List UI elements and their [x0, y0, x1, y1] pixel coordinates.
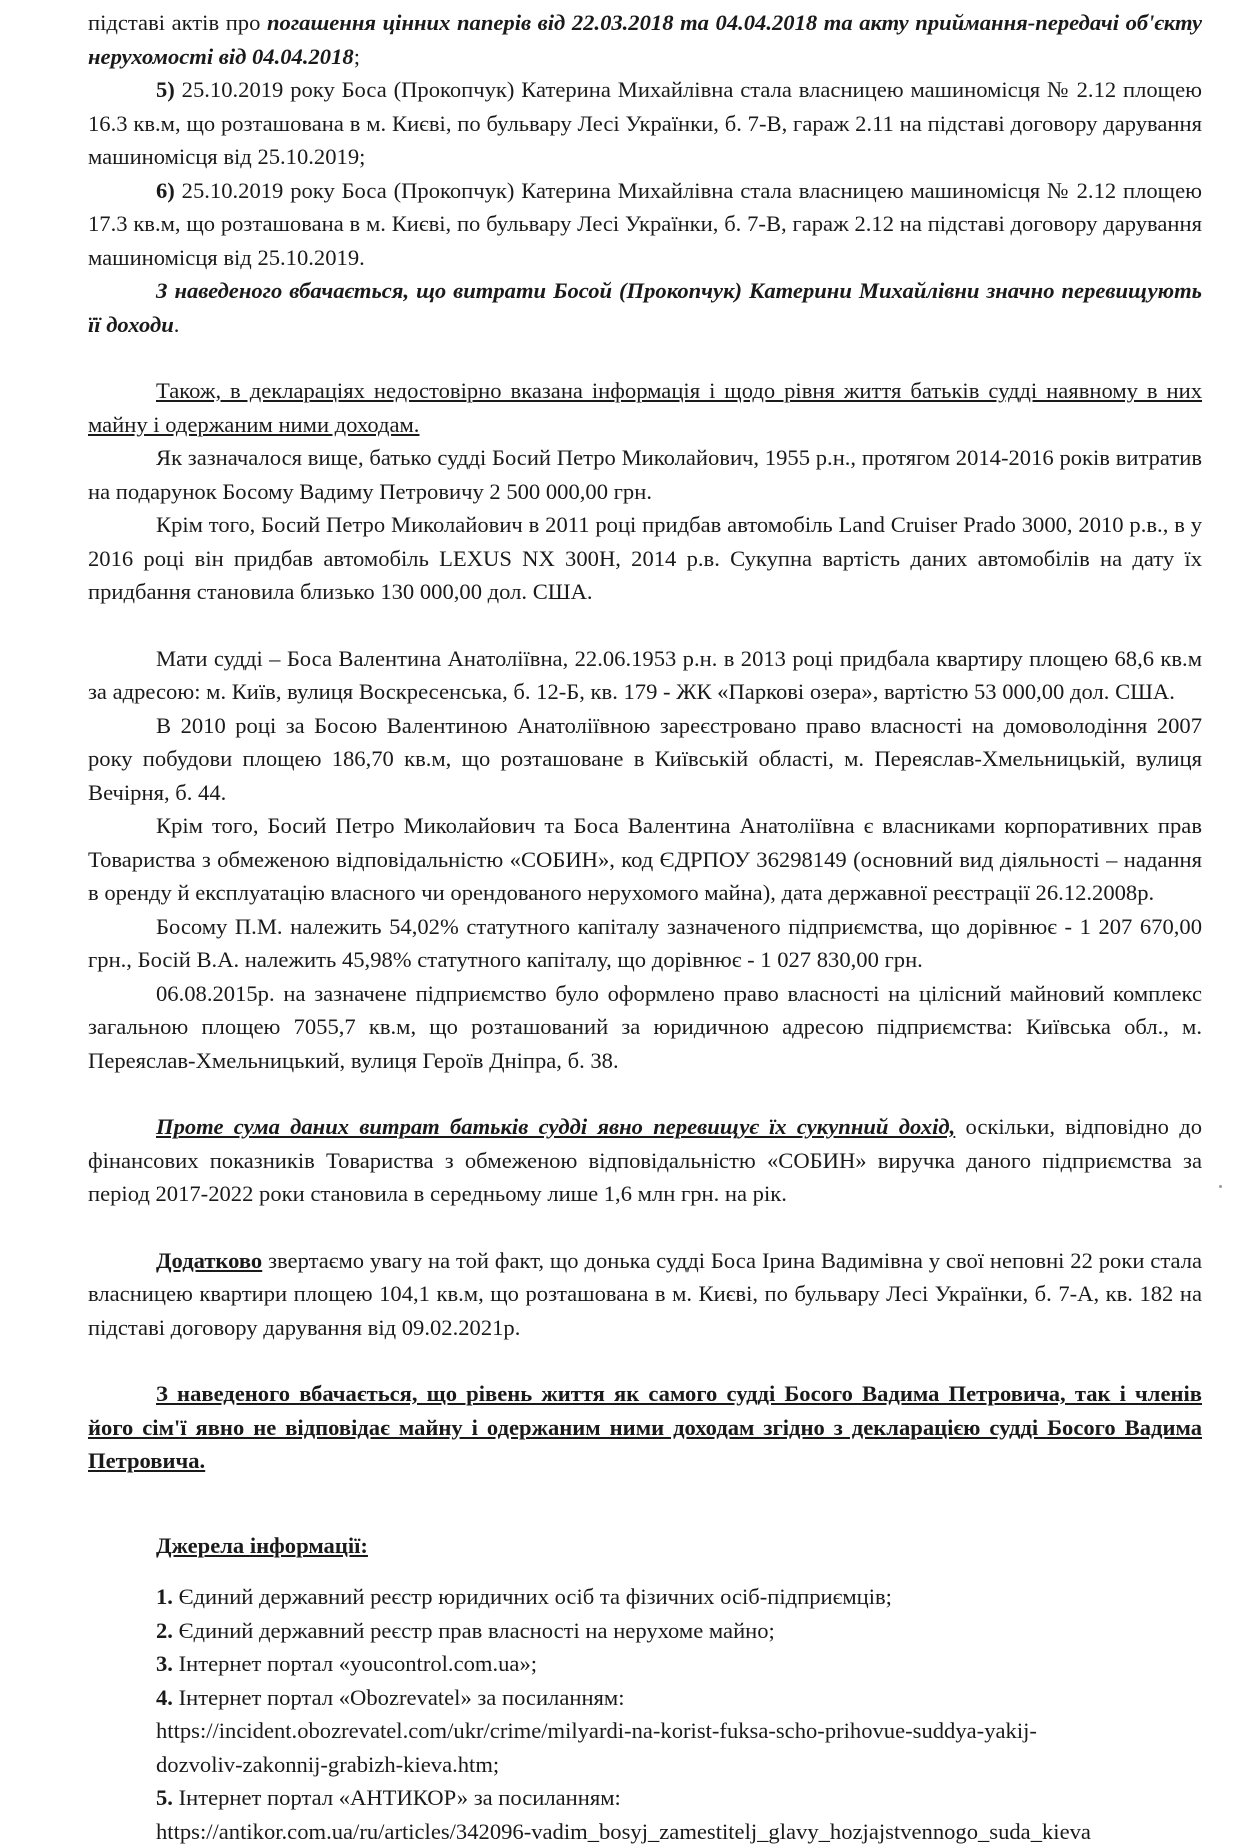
para-complex: 06.08.2015р. на зазначене підприємство було оформлено право власності на цілісний майновий комплекс загальною площею 7055,7 кв.м, що розташований за юридичною адресою підприємства: Київська обл., м. Переяслав-Хмельницький, вулиця Героїв Дніпра, б. 38.	[88, 977, 1202, 1078]
sources-heading	[88, 1529, 1202, 1563]
spacer	[88, 1511, 1202, 1529]
para-income	[88, 1110, 1202, 1211]
source-item	[88, 1580, 1202, 1614]
list-item	[88, 174, 1202, 275]
para-daughter	[88, 1244, 1202, 1345]
top-paragraph	[88, 6, 1202, 73]
top-paragraph-tail: ;	[354, 44, 360, 69]
source-text: Інтернет портал «Obozrevatel» за посиланням:	[173, 1685, 625, 1710]
source-number: 4.	[156, 1685, 173, 1710]
para-mother-flat: Мати судді – Боса Валентина Анатоліївна, 22.06.1953 р.н. в 2013 році придбала квартиру площею 68,6 кв.м за адресою: м. Київ, вулиця Воскресенська, б. 12-Б, кв. 179 - ЖК «Паркові озера», вартістю 53 000,00 дол. США.	[88, 642, 1202, 709]
source-number: 3.	[156, 1651, 173, 1676]
spacer	[88, 1478, 1202, 1511]
conclusion-1	[88, 274, 1202, 341]
spacer	[88, 1344, 1202, 1377]
source-item	[88, 1614, 1202, 1648]
sources-list	[88, 1580, 1202, 1848]
para-income-emphasis: Проте сума даних витрат батьків судді явно перевищує їх сукупний дохід,	[156, 1114, 955, 1139]
spacer	[88, 1562, 1202, 1580]
source-number: 5.	[156, 1785, 173, 1810]
item-number: 6)	[156, 178, 175, 203]
source-url	[88, 1714, 1202, 1781]
scan-dot	[1219, 1185, 1222, 1188]
item-text: 25.10.2019 року Боса (Прокопчук) Катерина Михайлівна стала власницею машиномісця № 2.12 площею 16.3 кв.м, що розташована в м. Києві, по бульвару Лесі Українки, б. 7-В, гараж 2.11 на підставі договору дарування машиномісця від 25.10.2019;	[88, 77, 1202, 169]
conclusion-2-text: З наведеного вбачається, що рівень життя як самого судді Босого Вадима Петровича, так і членів його сім'ї явно не відповідає майну і одержаним ними доходам згідно з декларацією судді Босого Вадима Петровича.	[88, 1381, 1202, 1473]
source-number: 2.	[156, 1618, 173, 1643]
source-item	[88, 1681, 1202, 1715]
para-sobin: Крім того, Босий Петро Миколайович та Боса Валентина Анатоліївна є власниками корпоративних прав Товариства з обмеженою відповідальністю «СОБИН», код ЄДРПОУ 36298149 (основний вид діяльності – надання в оренду й експлуатацію власного чи орендованого нерухомого майна), дата державної реєстрації 26.12.2008р.	[88, 809, 1202, 910]
para-shares: Босому П.М. належить 54,02% статутного капіталу зазначеного підприємства, що дорівнює - 1 207 670,00 грн., Босій В.А. належить 45,98% статутного капіталу, що дорівнює - 1 027 830,00 грн.	[88, 910, 1202, 977]
item-text: 25.10.2019 року Боса (Прокопчук) Катерина Михайлівна стала власницею машиномісця № 2.12 площею 17.3 кв.м, що розташована в м. Києві, по бульвару Лесі Українки, б. 7-В, гараж 2.12 на підставі договору дарування машиномісця від 25.10.2019.	[88, 178, 1202, 270]
spacer	[88, 1211, 1202, 1244]
top-paragraph-emphasis: погашення цінних паперів від 22.03.2018 та 04.04.2018 та акту приймання-передачі об'єкту нерухомості від 04.04.2018	[88, 10, 1202, 69]
conclusion-1-tail: .	[174, 312, 180, 337]
source-text: Єдиний державний реєстр прав власності на нерухоме майно;	[173, 1618, 775, 1643]
para-father-gift: Як зазначалося вище, батько судді Босий Петро Миколайович, 1955 р.н., протягом 2014-2016 років витратив на подарунок Босому Вадиму Петровичу 2 500 000,00 грн.	[88, 441, 1202, 508]
para-father-cars: Крім того, Босий Петро Миколайович в 2011 році придбав автомобіль Land Cruiser Prado 3000, 2010 р.в., в у 2016 році він придбав автомобіль LEXUS NX 300H, 2014 р.в. Сукупна вартість даних автомобілів на дату їх придбання становила близько 130 000,00 дол. США.	[88, 508, 1202, 609]
para-daughter-emphasis: Додатково	[156, 1248, 262, 1273]
source-number: 1.	[156, 1584, 173, 1609]
para-income-text: оскільки, відповідно до фінансових показників Товариства з обмеженою відповідальністю «СОБИН» виручка даного підприємства за період 2017-2022 роки становила в середньому лише 1,6 млн грн. на рік.	[88, 1114, 1202, 1206]
spacer	[88, 609, 1202, 642]
heading-parents-text: Також, в деклараціях недостовірно вказана інформація і щодо рівня життя батьків судді наявному в них майну і одержаним ними доходам.	[88, 378, 1202, 437]
source-item	[88, 1781, 1202, 1815]
top-paragraph-plain: підставі актів про	[88, 10, 267, 35]
source-text: Інтернет портал «youcontrol.com.ua»;	[173, 1651, 537, 1676]
spacer	[88, 341, 1202, 374]
para-mother-house: В 2010 році за Босою Валентиною Анатоліївною зареєстровано право власності на домоволодіння 2007 року побудови площею 186,70 кв.м, що розташоване в Київській області, м. Переяслав-Хмельницькій, вулиця Вечірня, б. 44.	[88, 709, 1202, 810]
conclusion-2	[88, 1377, 1202, 1478]
item-number: 5)	[156, 77, 175, 102]
source-url	[88, 1815, 1202, 1848]
source-item	[88, 1647, 1202, 1681]
source-text: Інтернет портал «АНТИКОР» за посиланням:	[173, 1785, 621, 1810]
sources-heading-text: Джерела інформації:	[156, 1533, 368, 1558]
document-body	[88, 6, 1202, 1848]
heading-parents	[88, 374, 1202, 441]
para-daughter-text: звертаємо увагу на той факт, що донька судді Боса Ірина Вадимівна у свої неповні 22 роки стала власницею квартири площею 104,1 кв.м, що розташована в м. Києві, по бульвару Лесі Українки, б. 7-А, кв. 182 на підставі договору дарування від 09.02.2021р.	[88, 1248, 1202, 1340]
spacer	[88, 1077, 1202, 1110]
source-url-antikor: https://antikor.com.ua/ru/articles/342096-vadim_bosyj_zamestitelj_glavy_hozjajstvennogo_suda_kieva	[156, 1819, 1091, 1844]
conclusion-1-text: З наведеного вбачається, що витрати Босой (Прокопчук) Катерини Михайлівни значно перевищують її доходи	[88, 278, 1202, 337]
list-item	[88, 73, 1202, 174]
source-url-obozrevatel: https://incident.obozrevatel.com/ukr/crime/milyardi-na-korist-fuksa-scho-prihovue-suddya-yakij-dozvoliv-zakonnij-grabizh-kieva.htm;	[156, 1718, 1037, 1777]
source-text: Єдиний державний реєстр юридичних осіб та фізичних осіб-підприємців;	[173, 1584, 892, 1609]
